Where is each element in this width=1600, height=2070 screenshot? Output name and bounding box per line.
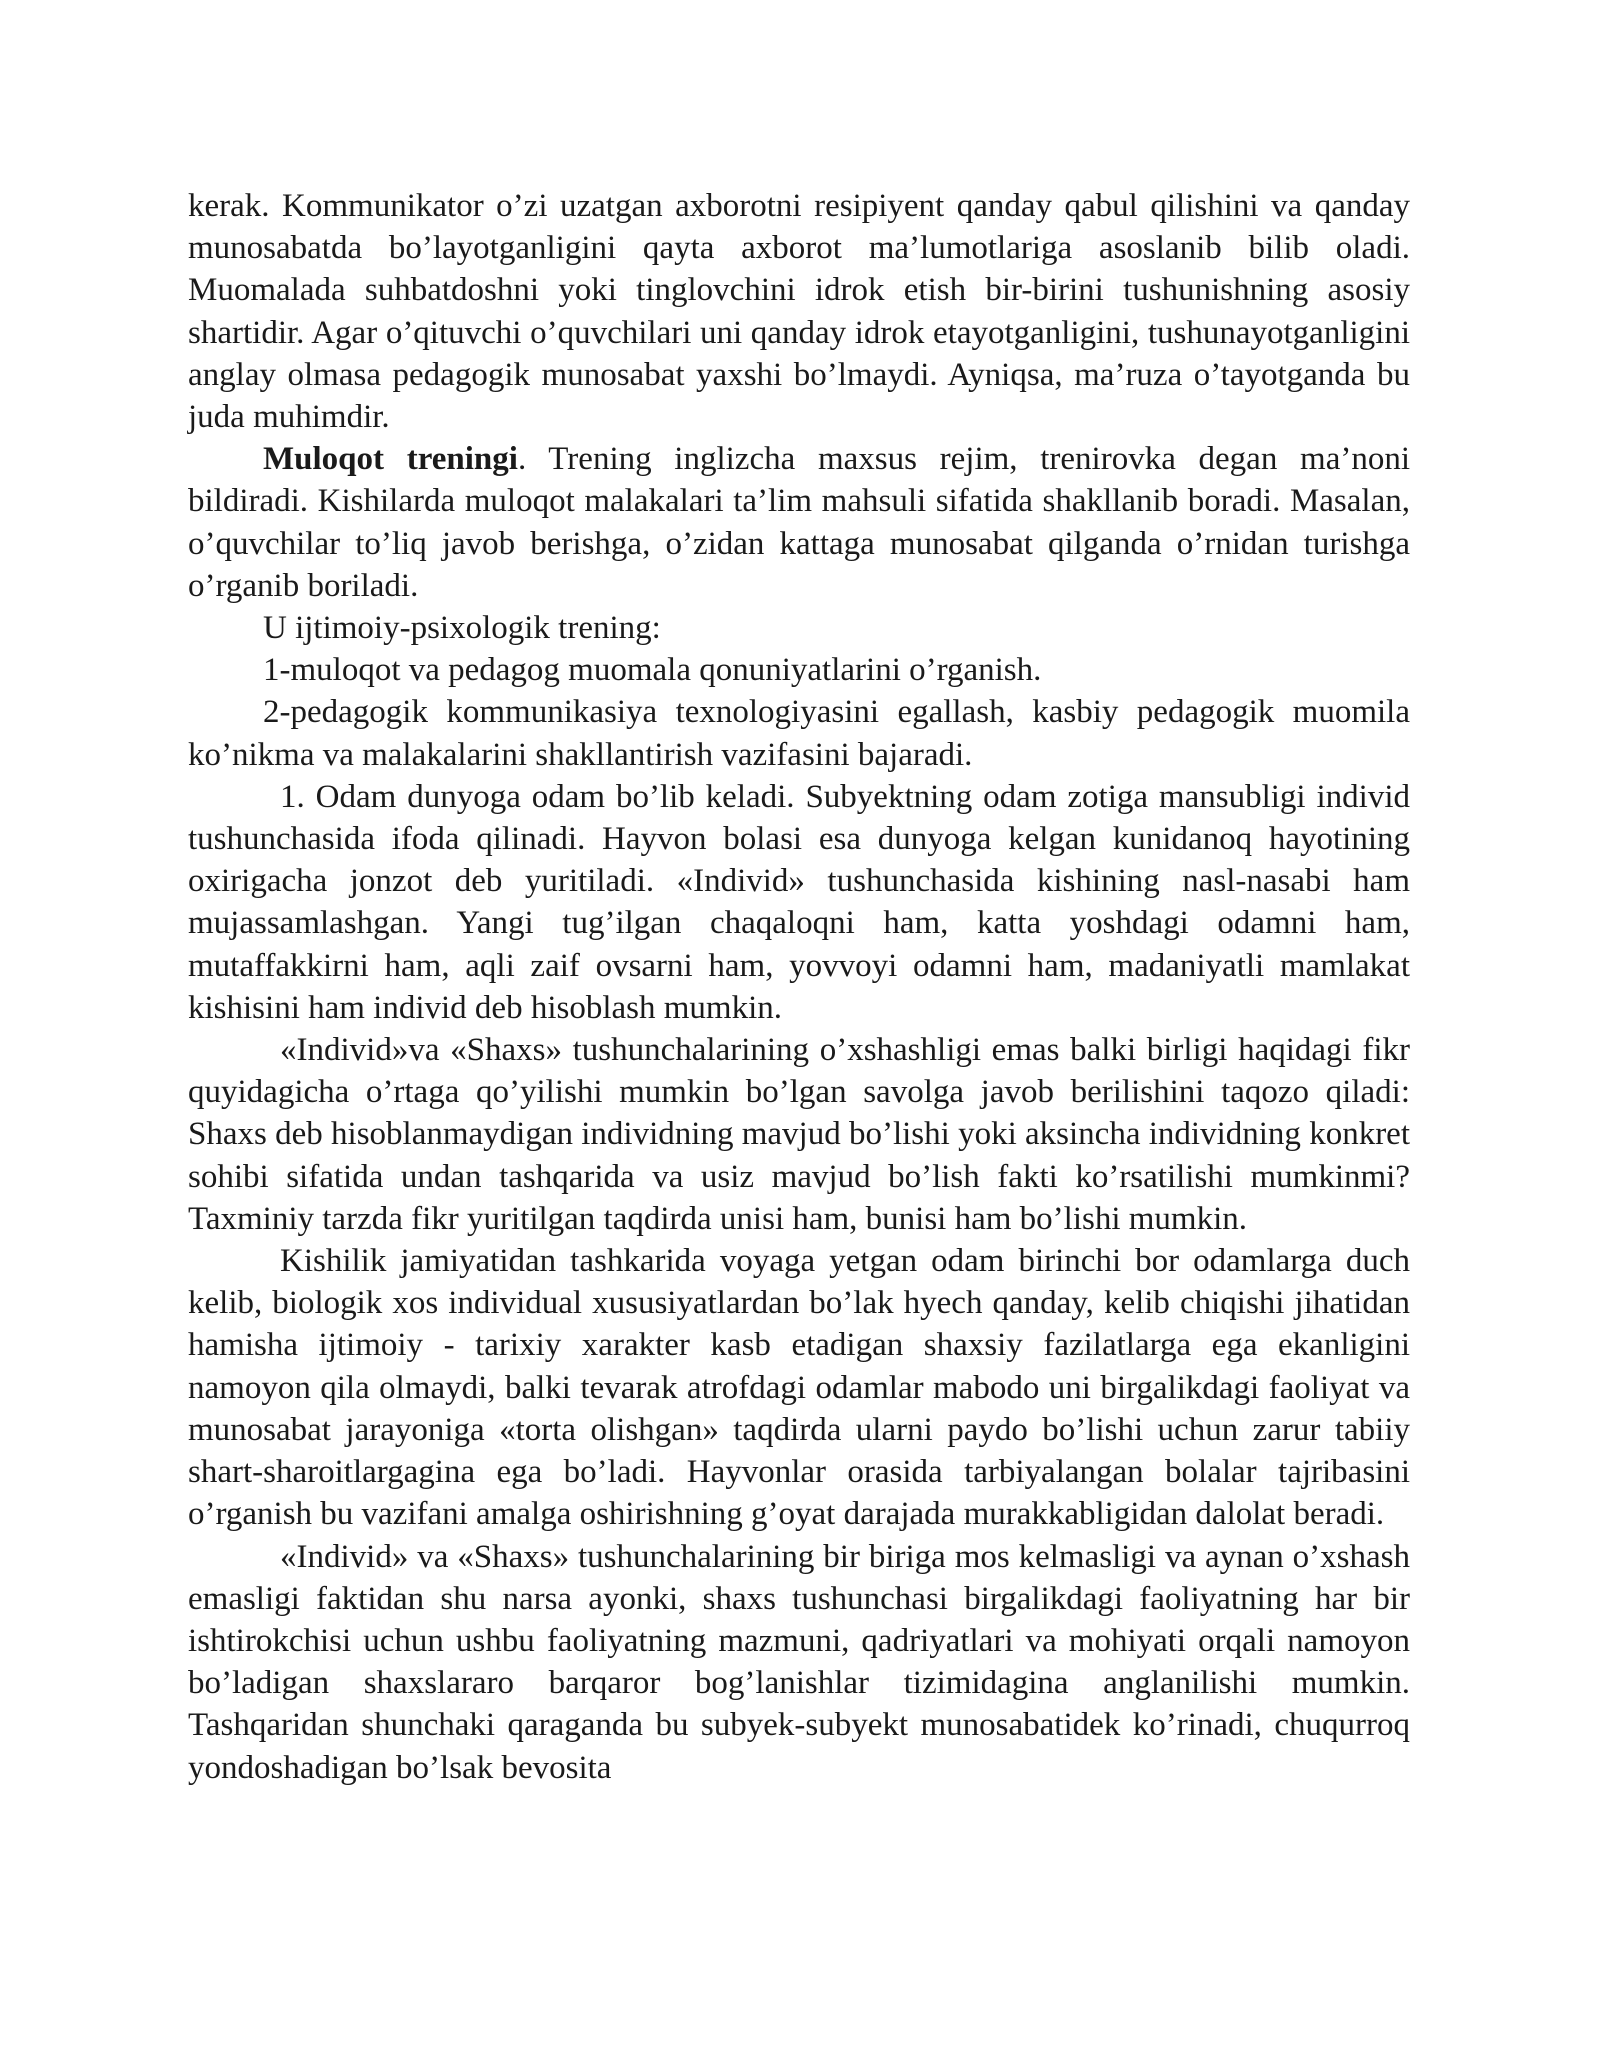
paragraph-outside-society: Kishilik jamiyatidan tashkarida voyaga yetgan odam birinchi bor odamlarga duch kelib, biologik xos individual xususiyatlardan bo’lak hyech qanday, kelib chiqishi jihatidan hamisha ijtimoiy - tarixiy xarakter kasb etadigan shaxsiy fazilatlarga ega ekanligini namoyon qila olmaydi, balki tevarak atrofdagi odamlar mabodo uni birgalikdagi faoliyat va munosabat jarayoniga «torta olishgan» taqdirda ularni paydo bo’lishi uchun zarur tabiiy shart-sharoitlargagina ega bo’ladi. Hayvonlar orasida tarbiyalangan bolalar tajribasini o’rganish bu vazifani amalga oshirishning g’oyat darajada murakkabligidan dalolat beradi. (188, 1243, 1410, 1533)
term-muloqot-treningi: Muloqot treningi (263, 441, 518, 478)
paragraph-individ-shaxs-unity: «Individ»va «Shaxs» tushunchalarining o’xshashligi emas balki birligi haqidagi fikr quyidagicha o’rtaga qo’yilishi mumkin bo’lgan savolga javob berilishini taqozo qiladi: Shaxs deb hisoblanmaydigan individning mavjud bo’lishi yoki aksincha individning konkret sohibi sifatida undan tashqarida va usiz mavjud bo’lish fakti ko’rsatilishi mumkinmi? Taxminiy tarzda fikr yuritilgan taqdirda unisi ham, bunisi ham bo’lishi mumkin. (188, 1032, 1410, 1237)
list-item-2: 2-pedagogik kommunikasiya texnologiyasini egallash, kasbiy pedagogik muomila ko’nikma va malakalarini shakllantirish vazifasini bajaradi. (188, 694, 1410, 773)
paragraph-individual-born: 1. Odam dunyoga odam bo’lib keladi. Subyektning odam zotiga mansubligi individ tushunchasida ifoda qilinadi. Hayvon bolasi esa dunyoga kelgan kunidanoq hayotining oxirigacha jonzot deb yuritiladi. «Individ» tushunchasida kishining nasl-nasabi ham mujassamlashgan. Yangi tug’ilgan chaqaloqni ham, katta yoshdagi odamni ham, mutaffakkirni ham, aqli zaif ovsarni ham, yovvoyi odamni ham, madaniyatli mamlakat kishisini ham individ deb hisoblash mumkin. (188, 778, 1410, 1026)
document-page (188, 185, 1410, 1789)
paragraph-individ-shaxs-mismatch: «Individ» va «Shaxs» tushunchalarining bir biriga mos kelmasligi va aynan o’xshash emasligi faktidan shu narsa ayonki, shaxs tushunchasi birgalikdagi faoliyatning har bir ishtirokchisi uchun ushbu faoliyatning mazmuni, qadriyatlari va mohiyati orqali namoyon bo’ladigan shaxslararo barqaror bog’lanishlar tizimidagina anglanilishi mumkin. Tashqaridan shunchaki qaraganda bu subyek-subyekt munosabatidek ko’rinadi, chuqurroq yondoshadigan bo’lsak bevosita (188, 1538, 1410, 1786)
paragraph-communication-feedback: kerak. Kommunikator o’zi uzatgan axborotni resipiyent qanday qabul qilishini va qanday munosabatda bo’layotganligini qayta axborot ma’lumotlariga asoslanib bilib oladi. Muomalada suhbatdoshni yoki tinglovchini idrok etish bir-birini tushunishning asosiy shartidir. Agar o’qituvchi o’quvchilari uni qanday idrok etayotganligini, tushunayotganligini anglay olmasa pedagogik munosabat yaxshi bo’lmaydi. Ayniqsa, ma’ruza o’tayotganda bu juda muhimdir. (188, 188, 1410, 436)
paragraph-text: . Trening inglizcha maxsus rejim, trenirovka degan ma’noni bildiradi. Kishilarda muloqot malakalari ta’lim mahsuli sifatida shakllanib boradi. Masalan, o’quvchilar to’liq javob berishga, o’zidan kattaga munosabat qilganda o’rnidan turishga o’rganib boriladi. (188, 441, 1411, 604)
paragraph-communication-training (188, 438, 1410, 607)
paragraph-training-intro: U ijtimoiy-psixologik trening: (263, 610, 661, 647)
list-item-1: 1-muloqot va pedagog muomala qonuniyatlarini o’rganish. (263, 652, 1042, 689)
